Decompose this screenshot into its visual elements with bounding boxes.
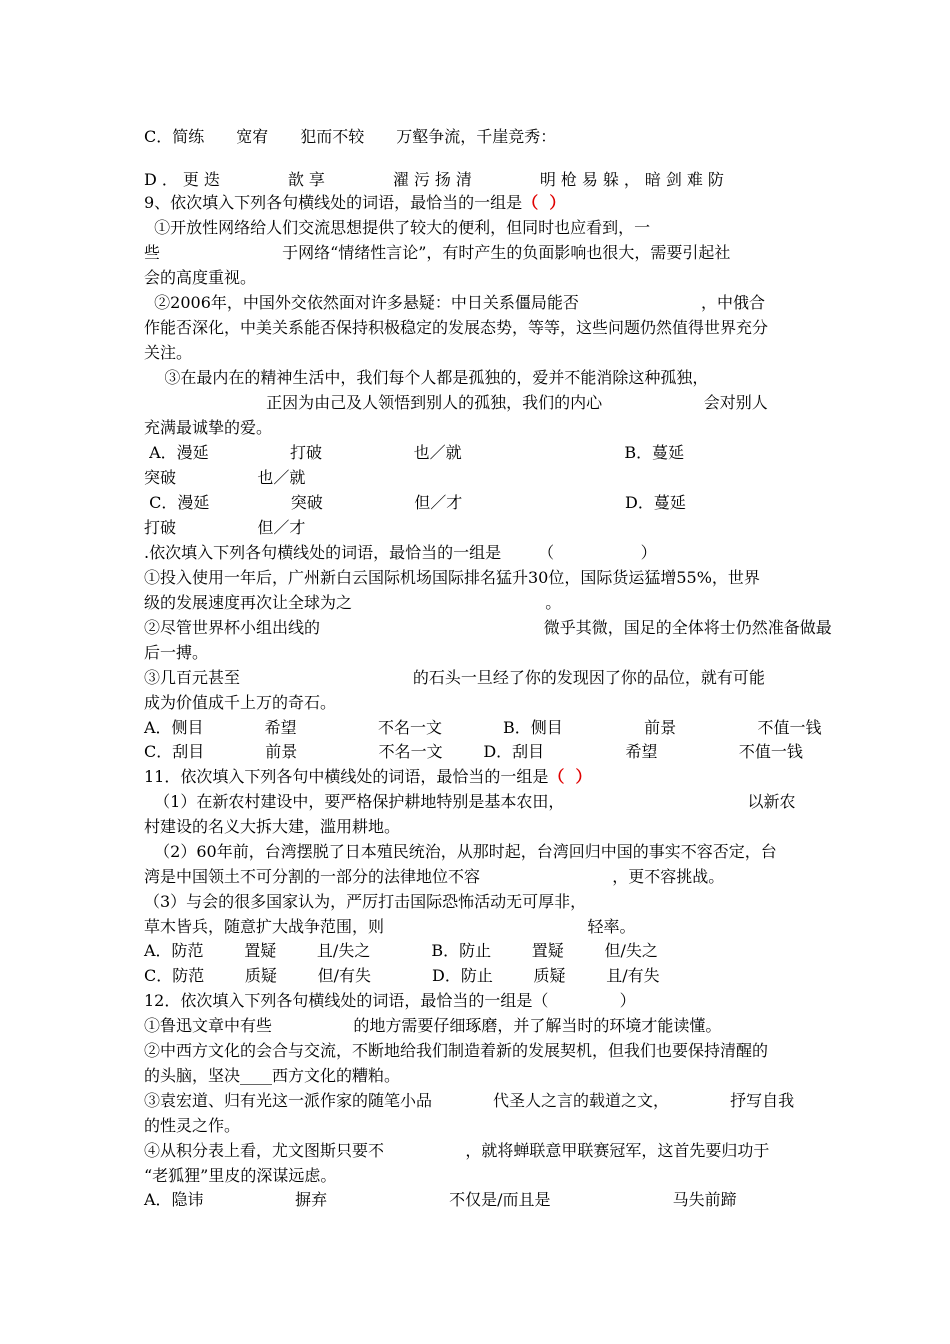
- q12-sentence-4: ④从积分表上看，尤文图斯只要不 ，就将蝉联意甲联赛冠军，这首先要归功于: [144, 1141, 770, 1160]
- question-10-stem: .依次填入下列各句横线处的词语，最恰当的一组是 （ ）: [144, 543, 657, 562]
- q9-sentence-1-end: 会的高度重视。: [144, 268, 257, 287]
- q12-sentence-4-cont: “老狐狸”里皮的深谋远虑。: [144, 1166, 337, 1185]
- q10-sentence-2-cont: 后一搏。: [144, 643, 209, 662]
- q10-sentence-2: ②尽管世界杯小组出线的 微乎其微，国足的全体将士仍然准备做最: [144, 618, 832, 637]
- q9-sentence-3: ③在最内在的精神生活中，我们每个人都是孤独的，爱并不能消除这种孤独，: [144, 368, 709, 387]
- q11-option-ab: A．防范 置疑 且/失之 B．防止 置疑 但/失之: [144, 941, 658, 960]
- q10-sentence-1-cont: 级的发展速度再次让全球为之 。: [144, 593, 562, 612]
- q12-sentence-2-cont: 的头脑，坚决____西方文化的糟粕。: [144, 1066, 401, 1085]
- q9-option-cd: C．漫延 突破 但／才 D．蔓延: [144, 493, 686, 512]
- q11-sentence-1: （1）在新农村建设中，要严格保护耕地特别是基本农田， 以新农: [144, 792, 796, 811]
- answer-bracket: （ ）: [548, 767, 592, 786]
- q9-sentence-3-end: 充满最诚挚的爱。: [144, 418, 273, 437]
- q9-option-b-cont: 突破 也／就: [144, 468, 306, 487]
- q9-sentence-2-cont: 作能否深化，中美关系能否保持积极稳定的发展态势，等等，这些问题仍然值得世界充分: [144, 318, 769, 337]
- q9-sentence-2: ②2006年，中国外交依然面对许多悬疑：中日关系僵局能否 ，中俄合: [144, 293, 765, 312]
- q12-sentence-3: ③袁宏道、归有光这一派作家的随笔小品 代圣人之言的载道之文， 抒写自我: [144, 1091, 795, 1110]
- q11-option-cd: C．防范 质疑 但/有失 D．防止 质疑 且/有失: [144, 966, 660, 985]
- question-11-stem: [144, 767, 592, 787]
- q9-sentence-1: ①开放性网络给人们交流思想提供了较大的便利，但同时也应看到，一: [144, 218, 651, 237]
- question-11-text: 11．依次填入下列各句中横线处的词语，最恰当的一组是: [144, 767, 549, 786]
- answer-bracket: （ ）: [522, 193, 566, 212]
- q10-option-cd: C．刮目 前景 不名一文 D．刮目 希望 不值一钱: [144, 742, 803, 761]
- question-9-text: 9、依次填入下列各句横线处的词语，最恰当的一组是: [144, 193, 523, 212]
- q11-sentence-1-cont: 村建设的名义大拆大建，滥用耕地。: [144, 817, 401, 836]
- q10-sentence-1: ①投入使用一年后，广州新白云国际机场国际排名猛升30位，国际货运猛增55%，世界: [144, 568, 760, 587]
- q12-sentence-2: ②中西方文化的会合与交流，不断地给我们制造着新的发展契机，但我们也要保持清醒的: [144, 1041, 769, 1060]
- q11-sentence-3-cont: 草木皆兵，随意扩大战争范围，则 轻率。: [144, 917, 636, 936]
- option-d-line: D．更迭 歆享 濯污扬清 明枪易躲，暗剑难防: [144, 170, 729, 189]
- q9-sentence-1-cont: 些 于网络“情绪性言论”，有时产生的负面影响也很大，需要引起社: [144, 243, 731, 262]
- q9-sentence-3-cont: 正因为由己及人领悟到别人的孤独，我们的内心 会对别人: [144, 393, 768, 412]
- q12-sentence-3-cont: 的性灵之作。: [144, 1116, 241, 1135]
- question-9-stem: [144, 193, 565, 213]
- q10-sentence-3-cont: 成为价值成千上万的奇石。: [144, 693, 337, 712]
- q10-sentence-3: ③几百元甚至 的石头一旦经了你的发现因了你的品位，就有可能: [144, 668, 765, 687]
- q12-sentence-1: ①鲁迅文章中有些 的地方需要仔细琢磨，并了解当时的环境才能读懂。: [144, 1016, 722, 1035]
- q10-option-ab: A．侧目 希望 不名一文 B．侧目 前景 不值一钱: [144, 718, 822, 737]
- q11-sentence-3: （3）与会的很多国家认为，严厉打击国际恐怖活动无可厚非，: [144, 892, 587, 911]
- question-12-stem: 12．依次填入下列各句横线处的词语，最恰当的一组是（ ）: [144, 991, 636, 1010]
- q11-sentence-2: （2）60年前，台湾摆脱了日本殖民统治，从那时起，台湾回归中国的事实不容否定，台: [144, 842, 777, 861]
- q11-sentence-2-cont: 湾是中国领土不可分割的一部分的法律地位不容 ，更不容挑战。: [144, 867, 725, 886]
- q9-option-ab: A．漫延 打破 也／就 B．蔓延: [144, 443, 685, 462]
- q12-option-a: A．隐讳 摒弃 不仅是/而且是 马失前蹄: [144, 1190, 737, 1209]
- q9-sentence-2-end: 关注。: [144, 343, 193, 362]
- q9-option-d-cont: 打破 但／才: [144, 518, 306, 537]
- option-c-line: C．简练 宽宥 犯而不较 万壑争流，千崖竞秀：: [144, 127, 557, 146]
